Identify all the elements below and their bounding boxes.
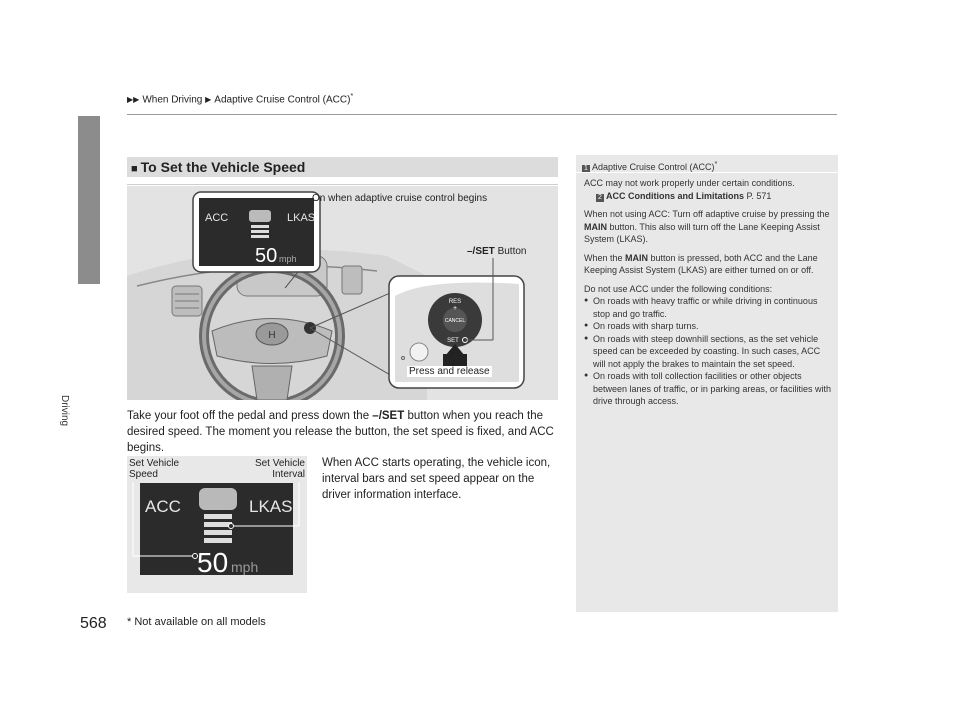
callout-press-label: Press and release	[409, 366, 490, 377]
screen-acc-label: ACC	[205, 212, 229, 224]
set-vehicle-speed-label: Set Vehicle Speed	[129, 458, 180, 480]
section-header	[127, 157, 558, 177]
vehicle-icon	[249, 210, 271, 222]
text-span: button when you reach the desired speed. The moment you release the button, the set speed is fixed, and ACC begins.	[127, 410, 554, 454]
sidebar-rule	[576, 172, 838, 173]
page-number: 568	[80, 615, 107, 632]
instruction-paragraph	[127, 408, 558, 456]
dashboard-illustration	[127, 186, 558, 400]
sidebar-paragraph	[584, 252, 832, 277]
cross-reference[interactable]	[584, 191, 771, 201]
reference-title: ACC Conditions and Limitations	[606, 190, 744, 201]
screen-lkas-label: LKAS	[287, 212, 316, 224]
chapter-label: Driving	[59, 395, 70, 427]
text-span: ACC may not work properly under certain conditions.	[584, 178, 795, 188]
footnote-star: *	[350, 93, 354, 100]
conditions-list	[584, 295, 832, 408]
list-item: ● On roads with steep downhill sections, as the set vehicle speed can be exceeded by coasting. In such cases, ACC will not apply the brakes to maintain the set speed.	[584, 333, 832, 371]
breadcrumb-item: When Driving	[142, 94, 203, 106]
screen-speed: 50	[255, 245, 278, 267]
main-button-name: MAIN	[625, 252, 649, 263]
sidebar-body	[584, 177, 832, 408]
header-rule	[127, 114, 837, 115]
res-button: RES	[448, 299, 462, 305]
breadcrumb	[127, 93, 353, 105]
note-icon: 1	[582, 165, 590, 173]
set-button: SET	[447, 338, 459, 344]
cancel-button: CANCEL	[444, 318, 466, 324]
sidebar-title	[582, 159, 717, 173]
callout-on-label: On when adaptive cruise control begins	[312, 193, 488, 204]
screen-speed: 50	[197, 547, 229, 578]
main-button-name: MAIN	[584, 221, 607, 232]
arrow-icon: ▶▶	[127, 95, 140, 105]
sidebar-title-text: Adaptive Cruise Control (ACC)	[592, 162, 715, 172]
text-span: Take your foot off the pedal and press down the	[127, 410, 373, 422]
breadcrumb-item: Adaptive Cruise Control (ACC)	[214, 94, 351, 106]
footnote-star: *	[714, 159, 718, 168]
set-button-name: –/SET	[467, 246, 495, 257]
screen-lkas-label: LKAS	[249, 497, 293, 516]
text-span: When not using ACC: Turn off adaptive cruise by pressing the	[584, 209, 830, 219]
section-rule	[127, 184, 558, 185]
section-title: To Set the Vehicle Speed	[140, 159, 306, 175]
reference-page: P. 571	[744, 190, 772, 201]
sidebar-paragraph	[584, 208, 832, 246]
screen-unit: mph	[279, 254, 297, 264]
list-item: ● On roads with toll collection facilities or other objects between lanes of traffic, or in parking areas, or facilities with drive through access.	[584, 370, 832, 408]
vehicle-icon	[199, 488, 237, 510]
plus-symbol: +	[452, 305, 458, 312]
footnote: * Not available on all models	[127, 616, 266, 628]
info-paragraph: When ACC starts operating, the vehicle icon, interval bars and set speed appear on the driver information interface.	[322, 457, 551, 501]
set-vehicle-interval-label: Set Vehicle Interval	[254, 458, 305, 480]
callout-set-label	[467, 246, 527, 257]
text-span: button is pressed, both ACC and the Lane Keeping Assist System (LKAS) are either turned on or off.	[584, 252, 818, 275]
square-bullet-icon: ■	[131, 163, 138, 175]
reference-icon: 2	[596, 194, 604, 202]
set-button-name: –/SET	[372, 410, 405, 422]
list-item: ● On roads with sharp turns.	[584, 320, 832, 333]
screen-acc-label: ACC	[145, 497, 181, 516]
list-item: ● On roads with heavy traffic or while driving in continuous stop and go traffic.	[584, 295, 832, 320]
text-span: button. This also will turn off the Lane Keeping Assist System (LKAS).	[584, 221, 820, 244]
driver-info-illustration	[127, 456, 307, 593]
sidebar-paragraph: Do not use ACC under the following conditions:	[584, 283, 773, 294]
steering-wheel-figure	[127, 186, 558, 400]
sidebar-paragraph	[584, 177, 832, 202]
text-span: When the	[584, 252, 626, 263]
button-word: Button	[494, 246, 527, 257]
screen-unit: mph	[231, 559, 259, 575]
arrow-icon: ▶	[205, 95, 212, 105]
chapter-tab	[78, 116, 100, 284]
svg-text:H: H	[268, 330, 276, 341]
driver-info-figure	[127, 456, 307, 593]
